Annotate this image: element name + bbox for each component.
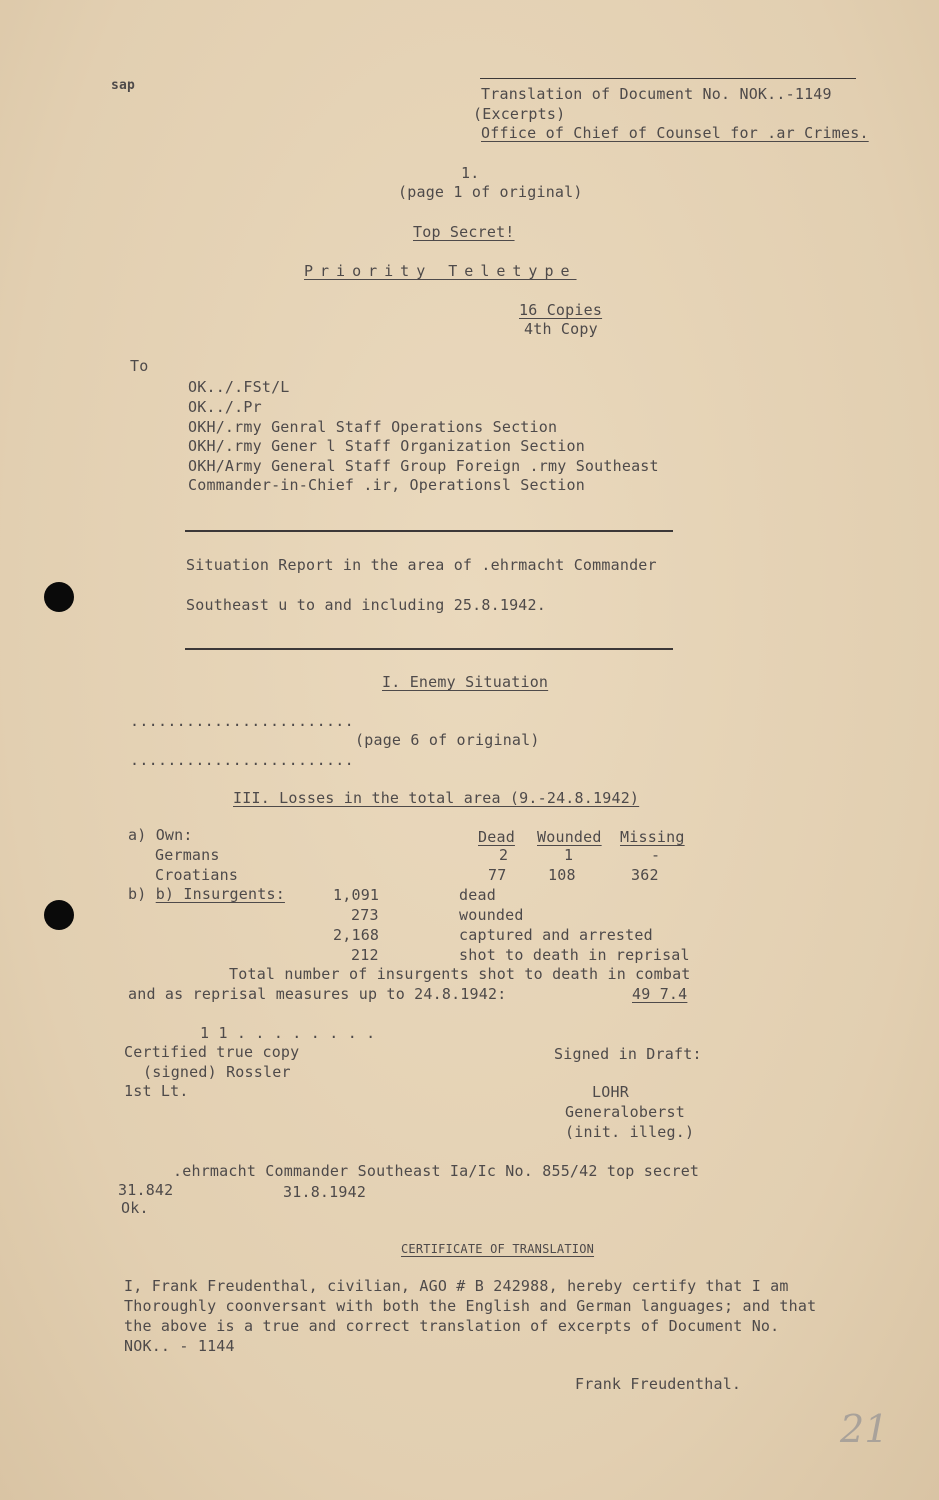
insurgents-label-text: b) Insurgents: xyxy=(155,885,285,903)
excerpts-label: (Excerpts) xyxy=(473,105,566,123)
dots-top: ........................ xyxy=(130,712,354,730)
signed-init: (init. illeg.) xyxy=(565,1123,695,1141)
recipient-4: OKH/.rmy Gener l Staff Organization Section xyxy=(188,437,585,455)
certificate-line-4: NOK.. - 1144 xyxy=(124,1337,235,1355)
certified-line-1: Certified true copy xyxy=(124,1043,300,1061)
total-line-1: Total number of insurgents shot to death in combat xyxy=(229,965,691,983)
copy-number: 4th Copy xyxy=(524,320,598,338)
initials: sap xyxy=(111,78,136,93)
own-label: a) Own: xyxy=(128,826,193,844)
page-original: (page 1 of original) xyxy=(398,183,583,201)
page-6-marker: (page 6 of original) xyxy=(355,731,540,749)
certified-line-2: (signed) Rossler xyxy=(143,1063,291,1081)
insurgents-wounded-desc: wounded xyxy=(459,906,524,924)
recipient-5: OKH/Army General Staff Group Foreign .rmy Southeast xyxy=(188,457,659,475)
dots-bottom: ........................ xyxy=(130,751,354,769)
to-label: To xyxy=(130,357,149,375)
certificate-line-3: the above is a true and correct translation of excerpts of Document No. xyxy=(124,1317,780,1335)
subject-line-2: Southeast u to and including 25.8.1942. xyxy=(186,596,546,614)
recipient-2: OK../.Pr xyxy=(188,398,262,416)
section-enemy-situation: I. Enemy Situation xyxy=(382,673,549,691)
reference-line: .ehrmacht Commander Southeast Ia/Ic No. 855/42 top secret xyxy=(173,1162,700,1180)
divider-2 xyxy=(185,648,673,650)
office-line: Office of Chief of Counsel for .ar Crimes. xyxy=(481,124,869,142)
total-value: 49 7.4 xyxy=(632,985,688,1003)
croatians-dead: 77 xyxy=(488,866,507,884)
certificate-title: CERTIFICATE OF TRANSLATION xyxy=(401,1242,595,1256)
punch-hole-top xyxy=(44,582,74,612)
section-dots: 1 1 . . . . . . . . xyxy=(200,1024,376,1042)
germans-dead: 2 xyxy=(499,846,509,864)
certificate-signature: Frank Freudenthal. xyxy=(575,1375,742,1393)
insurgents-shot-desc: shot to death in reprisal xyxy=(459,946,690,964)
reference-ok: Ok. xyxy=(121,1199,149,1217)
germans-label: Germans xyxy=(155,846,220,864)
germans-wounded: 1 xyxy=(564,846,574,864)
reference-date-left: 31.842 xyxy=(118,1181,174,1199)
germans-missing: - xyxy=(651,846,661,864)
section-losses: III. Losses in the total area (9.-24.8.1942) xyxy=(233,789,640,807)
total-line-2: and as reprisal measures up to 24.8.1942: xyxy=(128,985,507,1003)
recipient-6: Commander-in-Chief .ir, Operationsl Section xyxy=(188,476,585,494)
signed-name: LOHR xyxy=(592,1083,629,1101)
croatians-wounded: 108 xyxy=(548,866,576,884)
header-missing: Missing xyxy=(620,828,685,846)
certified-line-3: 1st Lt. xyxy=(124,1082,189,1100)
insurgents-dead-desc: dead xyxy=(459,886,496,904)
insurgents-shot-count: 212 xyxy=(351,946,379,964)
punch-hole-bottom xyxy=(44,900,74,930)
subject-line-1: Situation Report in the area of .ehrmacht Commander xyxy=(186,556,657,574)
header-rule xyxy=(480,78,856,79)
insurgents-dead-count: 1,091 xyxy=(333,886,380,904)
page-number: 1. xyxy=(461,164,480,182)
insurgents-wounded-count: 273 xyxy=(351,906,379,924)
insurgents-captured-count: 2,168 xyxy=(333,926,380,944)
signed-rank: Generaloberst xyxy=(565,1103,685,1121)
copies-count: 16 Copies xyxy=(519,301,603,319)
croatians-label: Croatians xyxy=(155,866,239,884)
header-dead: Dead xyxy=(478,828,515,846)
insurgents-label: b) b) Insurgents: xyxy=(128,885,285,903)
classification: Top Secret! xyxy=(413,223,515,241)
header-wounded: Wounded xyxy=(537,828,602,846)
recipient-1: OK../.FSt/L xyxy=(188,378,290,396)
recipient-3: OKH/.rmy Genral Staff Operations Section xyxy=(188,418,558,436)
certificate-line-1: I, Frank Freudenthal, civilian, AGO # B 242988, hereby certify that I am xyxy=(124,1277,789,1295)
certificate-line-2: Thoroughly coonversant with both the English and German languages; and that xyxy=(124,1297,817,1315)
reference-date-mid: 31.8.1942 xyxy=(283,1183,367,1201)
signed-label: Signed in Draft: xyxy=(554,1045,702,1063)
teletype-heading: Priority Teletype xyxy=(304,262,577,280)
divider-1 xyxy=(185,530,673,532)
croatians-missing: 362 xyxy=(631,866,659,884)
insurgents-captured-desc: captured and arrested xyxy=(459,926,653,944)
translation-line: Translation of Document No. NOK..-1149 xyxy=(481,85,832,103)
handwritten-page-number: 21 xyxy=(840,1407,889,1451)
